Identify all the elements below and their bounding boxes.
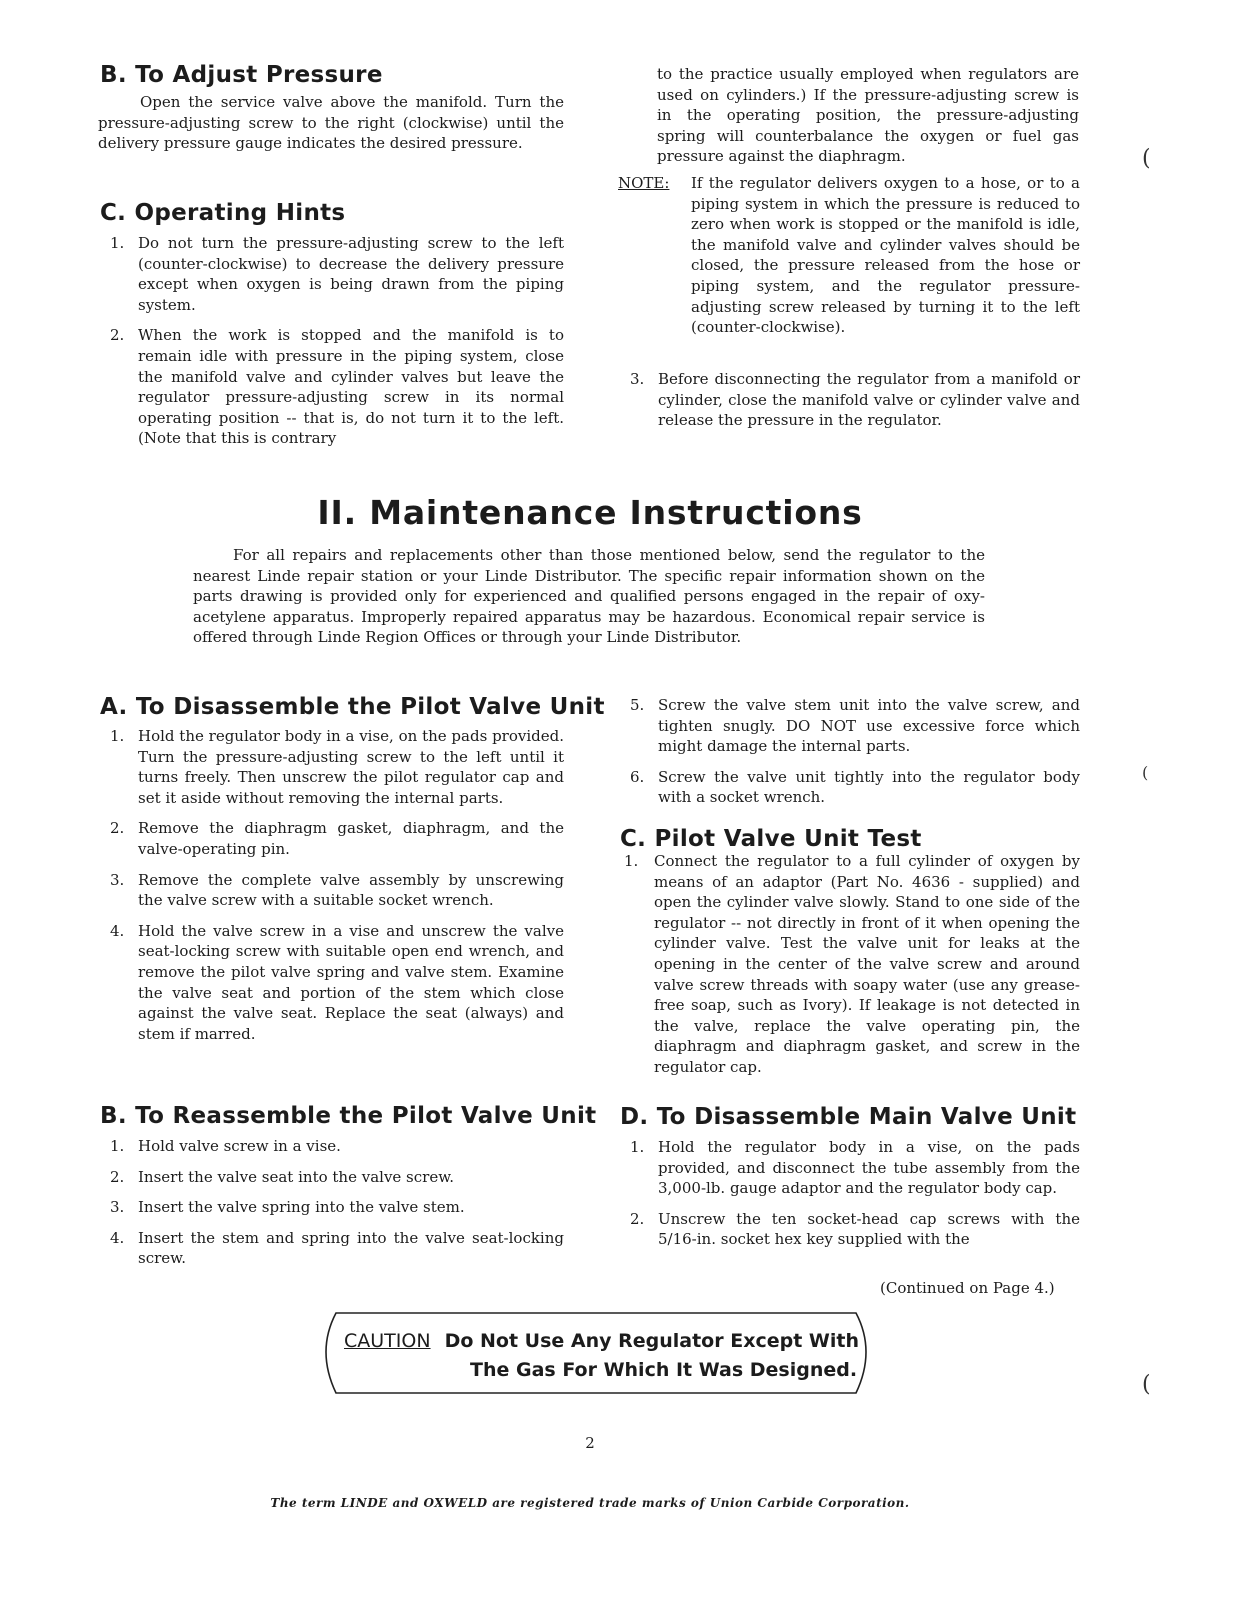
list-item: 3. Before disconnecting the regulator from a manifold or cylinder, close the manifold valve or cylinder valve and release the pressure in the regulator. [630, 370, 1080, 430]
trademark-footer: The term LINDE and OXWELD are registered trade marks of Union Carbide Corporation. [270, 1496, 910, 1510]
continued-note: (Continued on Page 4.) [880, 1279, 1055, 1297]
operating-hints-continued: to the practice usually employed when regulators are used on cylinders.) If the pressure-adjusting screw is in the operating position, the pressure-adjusting spring will counterbalance the oxygen or fuel gas pressure against the diaphragm. [657, 65, 1079, 166]
operating-hints-list [98, 233, 564, 459]
page-number: 2 [585, 1434, 595, 1452]
reassemble-pilot-list [98, 1136, 564, 1279]
heading-operating-hints: C. Operating Hints [100, 200, 346, 226]
list-item: 4. Insert the stem and spring into the valve seat-locking screw. [110, 1228, 564, 1268]
note-block [618, 173, 1080, 338]
list-item: 3. Remove the complete valve assembly by unscrewing the valve screw with a suitable socket wrench. [110, 870, 564, 910]
heading-adjust-pressure: B. To Adjust Pressure [100, 62, 383, 88]
caution-line-2: The Gas For Which It Was Designed. [470, 1359, 858, 1381]
disassemble-main-list [618, 1137, 1080, 1260]
adjust-pressure-text: Open the service valve above the manifold. Turn the pressure-adjusting screw to the right (clockwise) until the delivery pressure gauge indicates the desired pressure. [98, 93, 564, 153]
heading-disassemble-pilot: A. To Disassemble the Pilot Valve Unit [100, 694, 605, 720]
scan-mark: ( [1142, 763, 1149, 782]
note-label: NOTE: [618, 174, 670, 192]
maintenance-title: II. Maintenance Instructions [317, 493, 863, 532]
heading-reassemble-pilot: B. To Reassemble the Pilot Valve Unit [100, 1103, 597, 1129]
list-item: 1. Hold valve screw in a vise. [110, 1137, 341, 1155]
caution-label: CAUTION [344, 1330, 431, 1352]
heading-pilot-test: C. Pilot Valve Unit Test [620, 826, 922, 852]
operating-hints-item-3 [618, 369, 1080, 441]
list-item: 2. When the work is stopped and the manifold is to remain idle with pressure in the piping system, close the manifold valve and cylinder valves but leave the regulator pressure-adjusting screw in its normal operating position -- that is, do not turn it to the left. (Note that this is contrary [110, 326, 564, 448]
pilot-test-list [618, 851, 1080, 1088]
disassemble-pilot-list [98, 726, 564, 1054]
list-item: 2. Remove the diaphragm gasket, diaphragm, and the valve-operating pin. [110, 819, 564, 858]
heading-disassemble-main: D. To Disassemble Main Valve Unit [620, 1104, 1077, 1130]
maintenance-intro: For all repairs and replacements other than those mentioned below, send the regulator to the nearest Linde repair station or your Linde Distributor. The specific repair information shown on the parts drawing is provided only for experienced and qualified persons engaged in the repair of oxy-acetylene apparatus. Improperly repaired apparatus may be hazardous. Economical repair service is offered through Linde Region Offices or through your Linde Distributor. [193, 546, 985, 647]
caution-box [316, 1311, 876, 1395]
scan-mark: ( [1142, 146, 1151, 171]
list-item: 6. Screw the valve unit tightly into the regulator body with a socket wrench. [630, 767, 1080, 807]
caution-line-1: CAUTION Do Not Use Any Regulator Except With [344, 1330, 859, 1352]
reassemble-pilot-list-continued [618, 695, 1080, 818]
list-item: 2. Insert the valve seat into the valve screw. [110, 1167, 455, 1186]
list-item: 1. Hold the regulator body in a vise, on the pads provided, and disconnect the tube assembly from the 3,000-lb. gauge adaptor and the regulator body cap. [630, 1138, 1080, 1198]
caution-border [316, 1311, 876, 1395]
list-item: 4. Hold the valve screw in a vise and unscrew the valve seat-locking screw with suitable open end wrench, and remove the pilot valve spring and valve stem. Examine the valve seat and portion of the stem which close against the valve seat. Replace the seat (always) and stem if marred. [110, 921, 564, 1043]
list-item: 1. Hold the regulator body in a vise, on the pads provided. Turn the pressure-adjusting screw to the left until it turns freely. Then unscrew the pilot regulator cap and set it aside without removing the internal parts. [110, 727, 564, 807]
list-item: 3. Insert the valve spring into the valve stem. [110, 1198, 465, 1217]
list-item: 1. Connect the regulator to a full cylinder of oxygen by means of an adaptor (Part No. 4636 - supplied) and open the cylinder valve slowly. Stand to one side of the regulator -- not directly in front of it when opening the cylinder valve. Test the valve unit for leaks at the opening in the center of the valve screw and around valve screw threads with soapy water (use any grease-free soap, such as Ivory). If leakage is not detected in the valve, replace the valve operating pin, the diaphragm and diaphragm gasket, and screw in the regulator cap. [624, 852, 1080, 1076]
list-item: 5. Screw the valve stem unit into the valve screw, and tighten snugly. DO NOT use excessive force which might damage the internal parts. [630, 696, 1080, 756]
list-item: 1. Do not turn the pressure-adjusting screw to the left (counter-clockwise) to decrease the delivery pressure except when oxygen is being drawn from the piping system. [110, 234, 564, 314]
scan-mark: ( [1142, 1372, 1151, 1397]
list-item: 2. Unscrew the ten socket-head cap screws with the 5/16-in. socket hex key supplied with the [630, 1209, 1080, 1249]
note-text: If the regulator delivers oxygen to a hose, or to a piping system in which the pressure is reduced to zero when work is stopped or the manifold is idle, the manifold valve and cylinder valves should be closed, the pressure released from the hose or piping system, and the regulator pressure-adjusting screw released by turning it to the left (counter-clockwise). [691, 174, 1080, 337]
